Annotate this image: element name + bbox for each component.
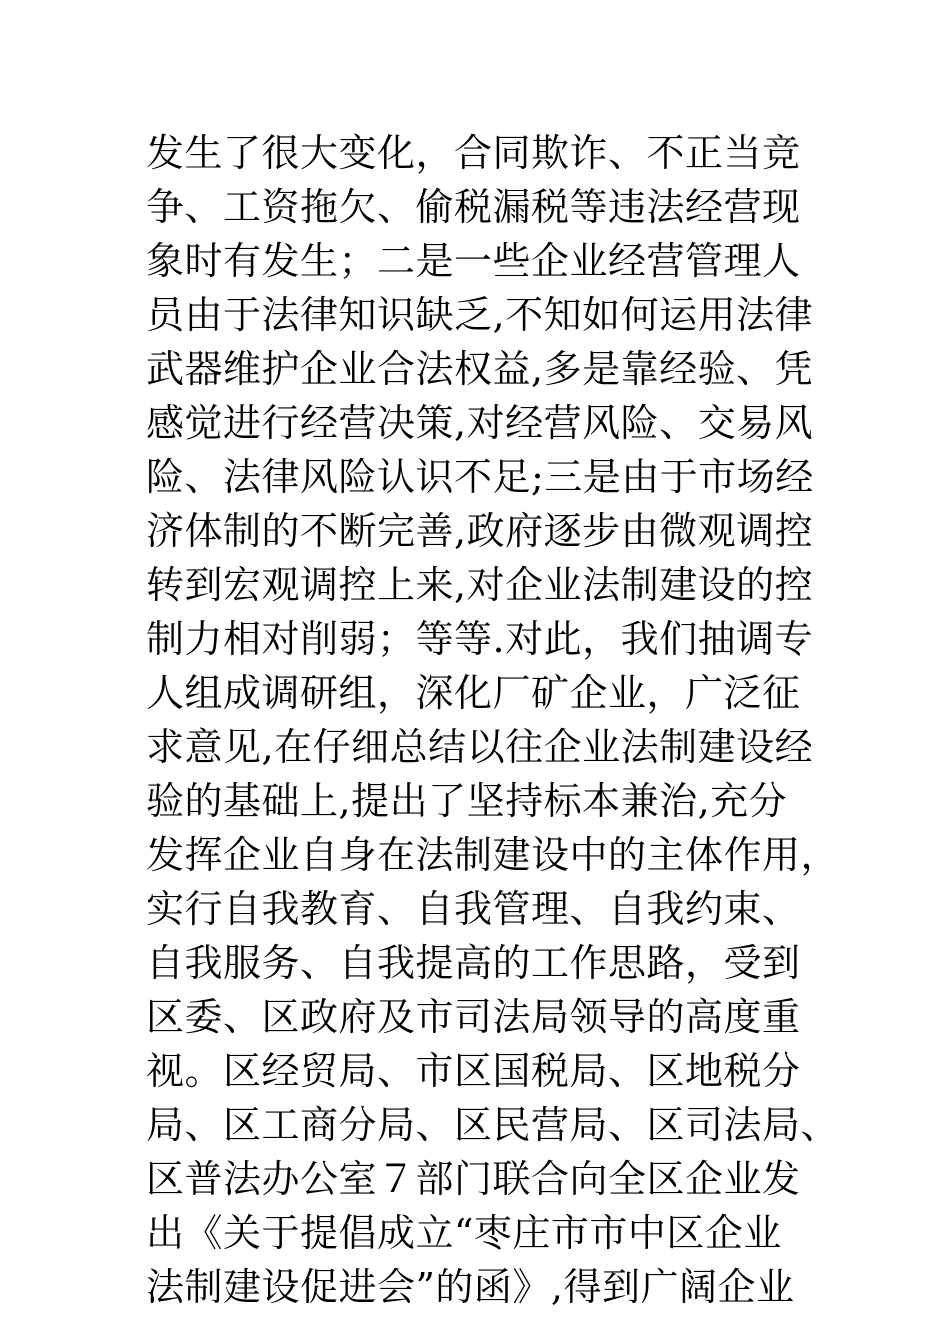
text-line-3: 象时有发生；二是一些企业经营管理人 (146, 239, 801, 283)
text-line-18: 视。区经贸局、市区国税局、区地税分 (146, 1049, 801, 1093)
text-line-2: 争、工资拖欠、偷税漏税等违法经营现 (146, 185, 801, 229)
text-line-19: 局、区工商分局、区民营局、区司法局、 (146, 1103, 840, 1147)
text-line-5: 武器维护企业合法权益,多是靠经验、凭 (146, 347, 814, 391)
text-line-20: 区普法办公室７部门联合向全区企业发 (146, 1157, 801, 1201)
text-line-4: 员由于法律知识缺乏,不知如何运用法律 (146, 293, 814, 337)
body-text (146, 126, 866, 1314)
text-line-14: 发挥企业自身在法制建设中的主体作用， (146, 833, 840, 877)
text-line-7: 险、法律风险认识不足;三是由于市场经 (146, 455, 814, 499)
text-line-1: 发生了很大变化，合同欺诈、不正当竞 (146, 131, 801, 175)
text-line-11: 人组成调研组，深化厂矿企业，广泛征 (146, 671, 801, 715)
text-line-17: 区委、区政府及市司法局领导的高度重 (146, 995, 801, 1039)
text-line-22: 法制建设促进会”的函》,得到广阔企业 (146, 1265, 795, 1309)
text-line-21: 出《关于提倡成立“枣庄市市中区企业 (146, 1211, 782, 1255)
text-line-15: 实行自我教育、自我管理、自我约束、 (146, 887, 801, 931)
text-line-8: 济体制的不断完善,政府逐步由微观调控 (146, 509, 814, 553)
text-line-16: 自我服务、自我提高的工作思路，受到 (146, 941, 801, 985)
text-line-12: 求意见,在仔细总结以往企业法制建设经 (146, 725, 814, 769)
text-line-6: 感觉进行经营决策,对经营风险、交易风 (146, 401, 814, 445)
text-line-10: 制力相对削弱；等等.对此，我们抽调专 (146, 617, 814, 661)
text-line-13: 验的基础上,提出了坚持标本兼治,充分 (146, 779, 788, 823)
text-line-9: 转到宏观调控上来,对企业法制建设的控 (146, 563, 814, 607)
